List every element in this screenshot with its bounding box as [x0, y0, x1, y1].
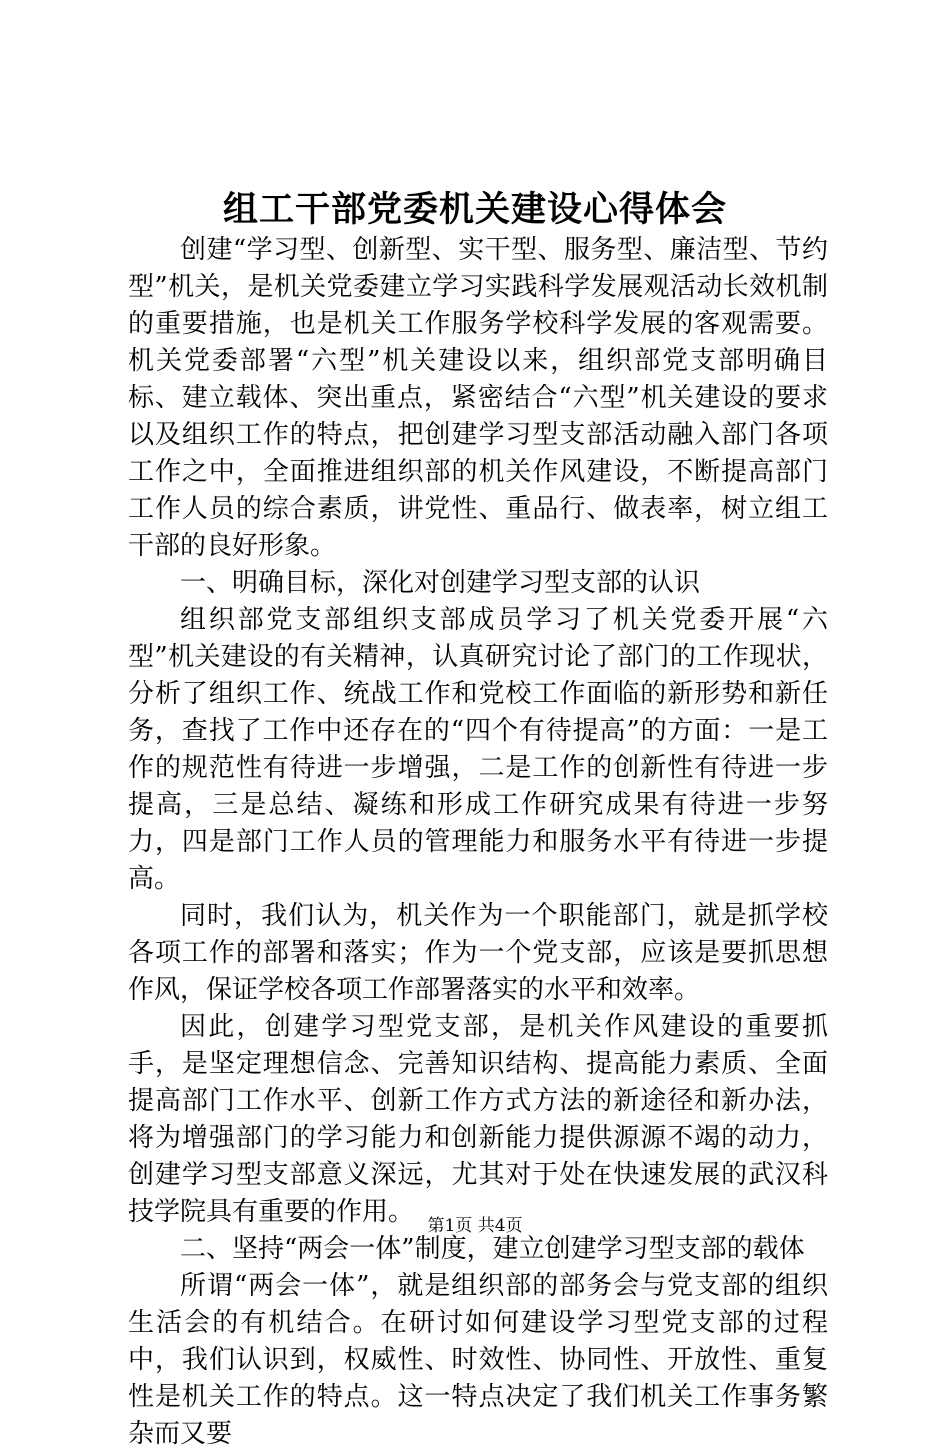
paragraph-section-1: 组织部党支部组织支部成员学习了机关党委开展“六型”机关建设的有关精神，认真研究讨论了部门的工作现状，分析了组织工作、统战工作和党校工作面临的新形势和新任务，查找了工作中还存在的“四个有待提高”的方面：一是工作的规范性有待进一步增强，二是工作的创新性有待进一步提高，三是总结、凝练和形成工作研究成果有待进一步努力，四是部门工作人员的管理能力和服务水平有待进一步提高。: [128, 605, 828, 894]
document-body: [128, 232, 828, 1453]
paragraph-intro: 创建“学习型、创新型、实干型、服务型、廉洁型、节约型”机关，是机关党委建立学习实践科学发展观活动长效机制的重要措施，也是机关工作服务学校科学发展的客观需要。机关党委部署“六型”机关建设以来，组织部党支部明确目标、建立载体、突出重点，紧密结合“六型”机关建设的要求以及组织工作的特点，把创建学习型支部活动融入部门各项工作之中，全面推进组织部的机关作风建设，不断提高部门工作人员的综合素质，讲党性、重品行、做表率，树立组工干部的良好形象。: [128, 235, 828, 561]
page-number-footer: 第1页 共4页: [427, 1216, 523, 1236]
section-heading-2: 二、坚持“两会一体”制度，建立创建学习型支部的载体: [180, 1234, 805, 1264]
paragraph-therefore: 因此，创建学习型党支部，是机关作风建设的重要抓手，是坚定理想信念、完善知识结构、提高能力素质、全面提高部门工作水平、创新工作方式方法的新途径和新办法，将为增强部门的学习能力和创新能力提供源源不竭的动力，创建学习型支部意义深远，尤其对于处在快速发展的武汉科技学院具有重要的作用。: [128, 1012, 828, 1227]
document-title: 组工干部党委机关建设心得体会: [222, 189, 727, 230]
paragraph-section-2: 所谓“两会一体”，就是组织部的部务会与党支部的组织生活会的有机结合。在研讨如何建设学习型党支部的过程中，我们认识到，权威性、时效性、协同性、开放性、重复性是机关工作的特点。这一特点决定了我们机关工作事务繁杂而又要: [128, 1271, 828, 1449]
section-heading-1: 一、明确目标，深化对创建学习型支部的认识: [180, 568, 701, 598]
paragraph-meanwhile: 同时，我们认为，机关作为一个职能部门，就是抓学校各项工作的部署和落实；作为一个党支部，应该是要抓思想作风，保证学校各项工作部署落实的水平和效率。: [128, 901, 828, 1005]
